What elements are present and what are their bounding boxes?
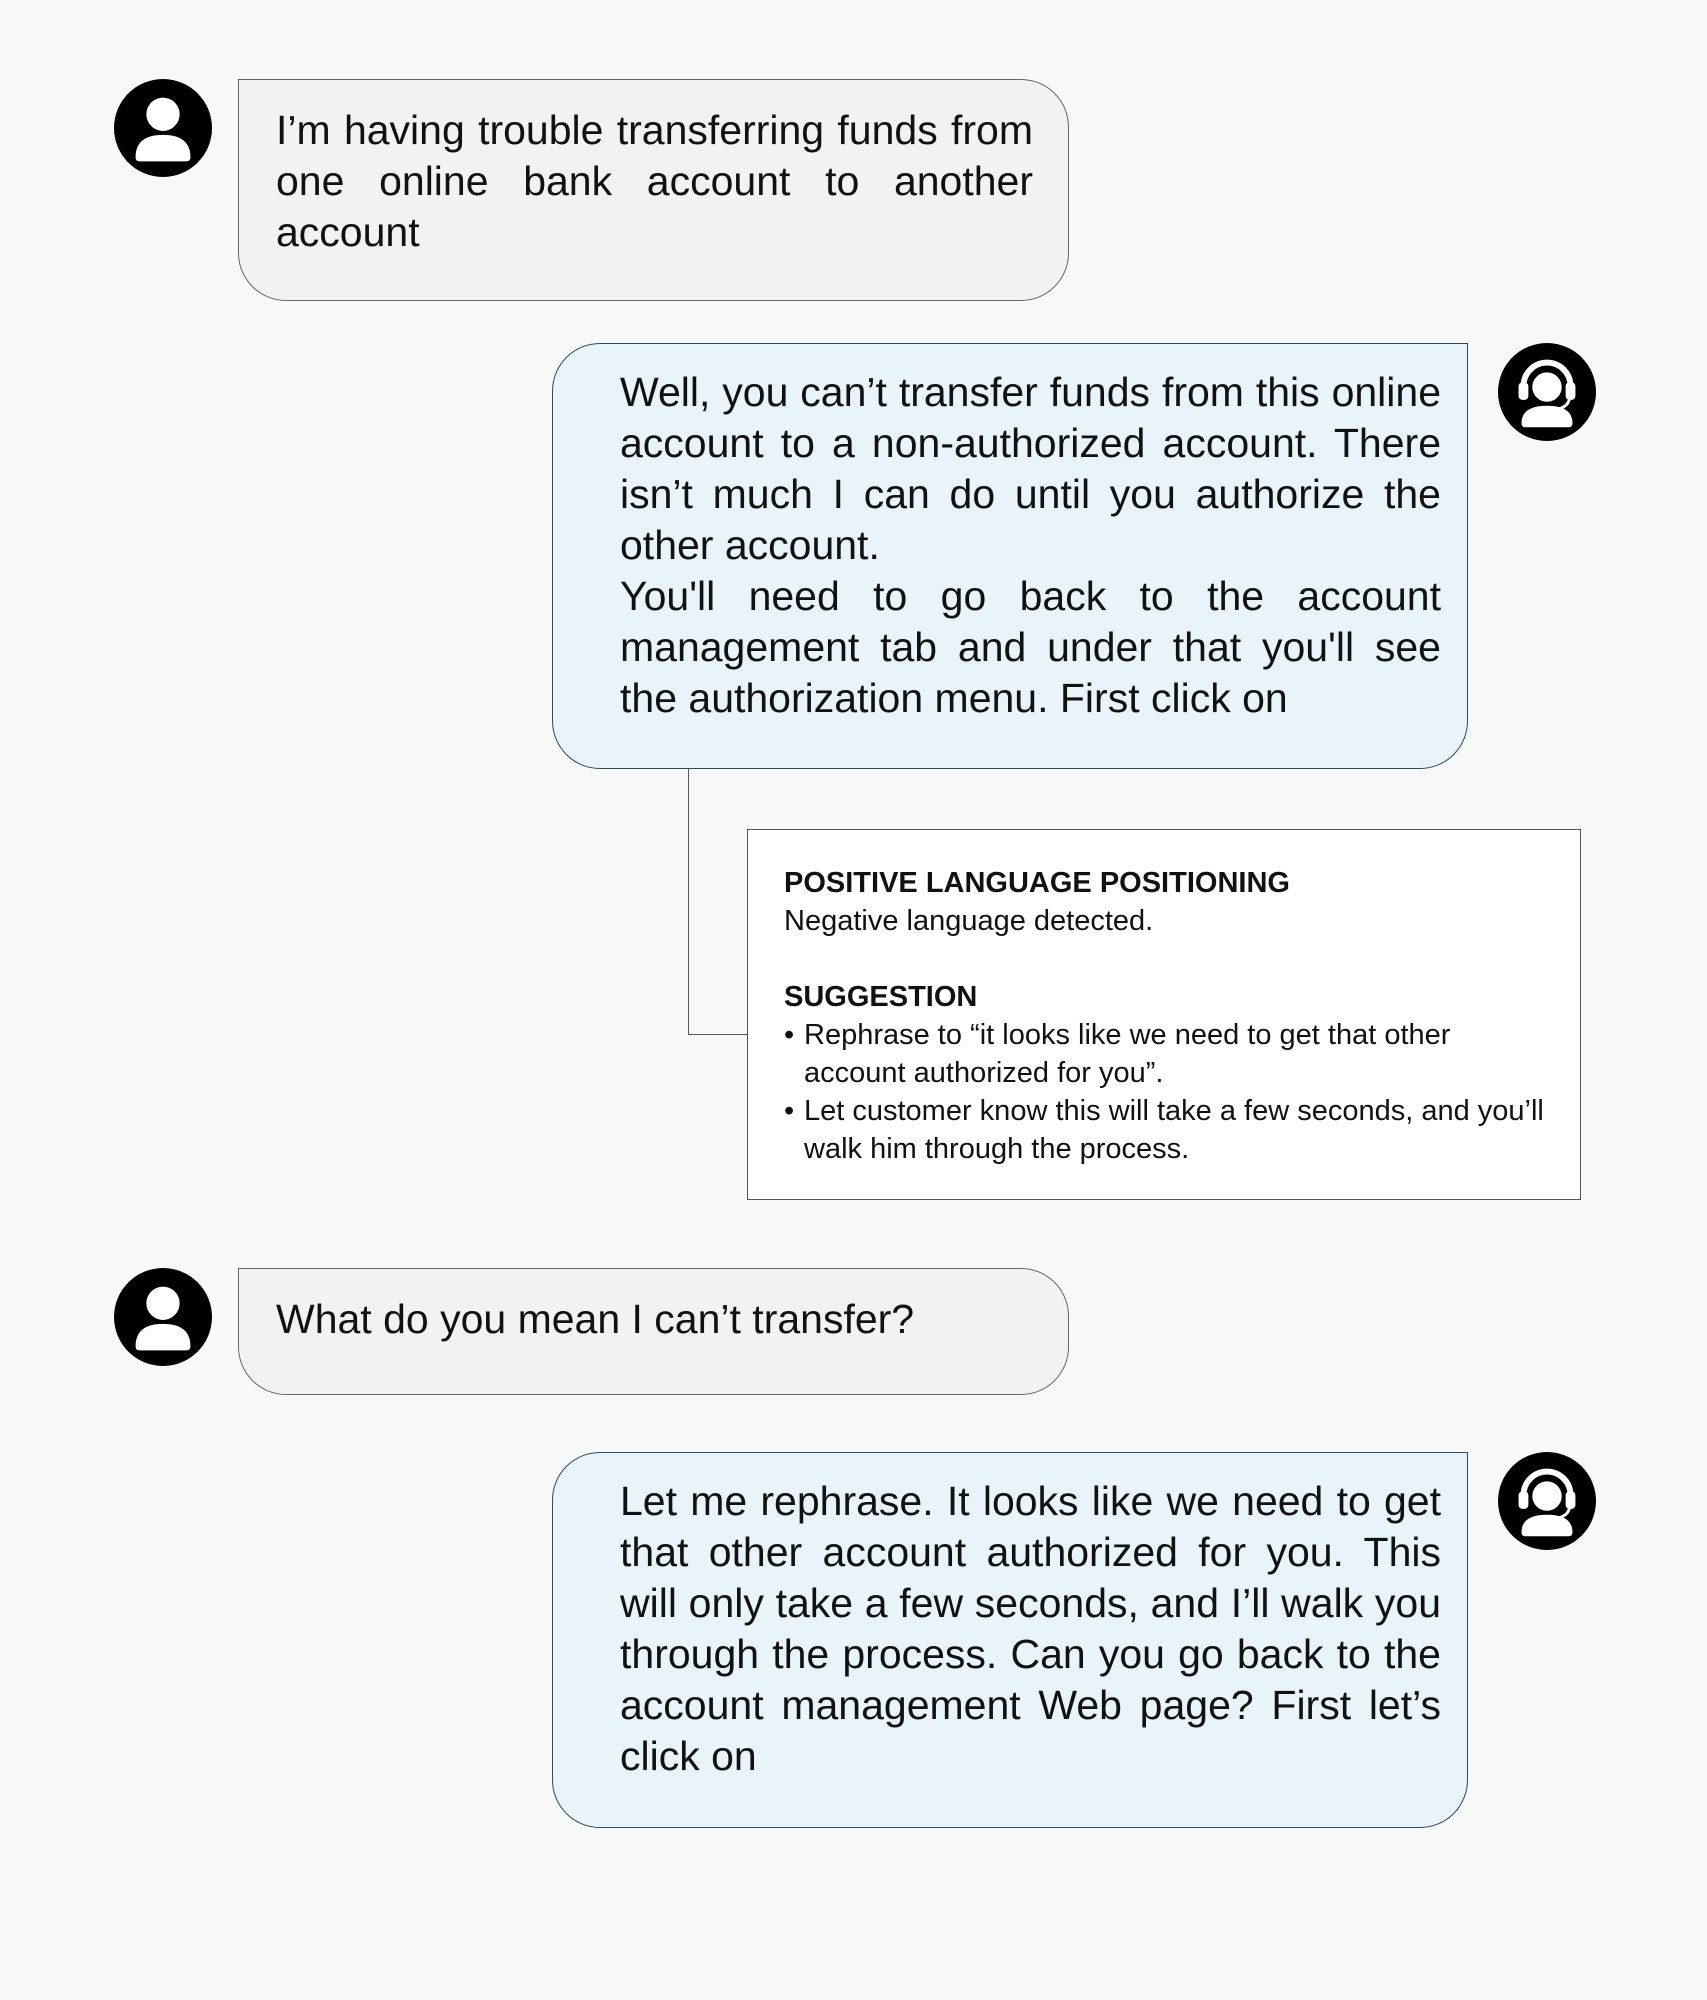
user-avatar-icon (114, 1268, 212, 1366)
user-avatar-icon (114, 79, 212, 177)
agent-message-bubble (552, 343, 1468, 769)
detection-message: Negative language detected. (784, 905, 1154, 937)
headset-agent-icon (1498, 343, 1596, 441)
customer-message-bubble (238, 1268, 1069, 1395)
suggestion-heading: SUGGESTION (784, 981, 978, 1013)
message-text: You'll need to go back to the account management tab and under that you'll see the authorization menu. First click on (620, 573, 1441, 721)
message-text: I’m having trouble transferring funds from one online bank account to another account (276, 107, 1033, 255)
customer-message-bubble (238, 79, 1069, 301)
agent-message-bubble (552, 1452, 1468, 1828)
suggestion-item: • Let customer know this will take a few seconds, and you’ll walk him through the process. (784, 1092, 1550, 1168)
message-text: What do you mean I can’t transfer? (276, 1296, 915, 1342)
suggestion-item: • Rephrase to “it looks like we need to get that other account authorized for you”. (784, 1016, 1550, 1092)
panel-title: POSITIVE LANGUAGE POSITIONING (784, 867, 1290, 899)
suggestion-list (784, 1016, 1550, 1168)
message-text: Let me rephrase. It looks like we need to get that other account authorized for you. This will only take a few seconds, and I’ll walk you through the process. Can you go back to the account management Web page? First let’s click on (620, 1478, 1441, 1779)
headset-agent-icon (1498, 1452, 1596, 1550)
coaching-connector-line (688, 769, 748, 1035)
message-text: Well, you can’t transfer funds from this online account to a non-authorized account. There isn’t much I can do until you authorize the other account. (620, 369, 1441, 568)
coaching-suggestion-panel (747, 829, 1581, 1200)
